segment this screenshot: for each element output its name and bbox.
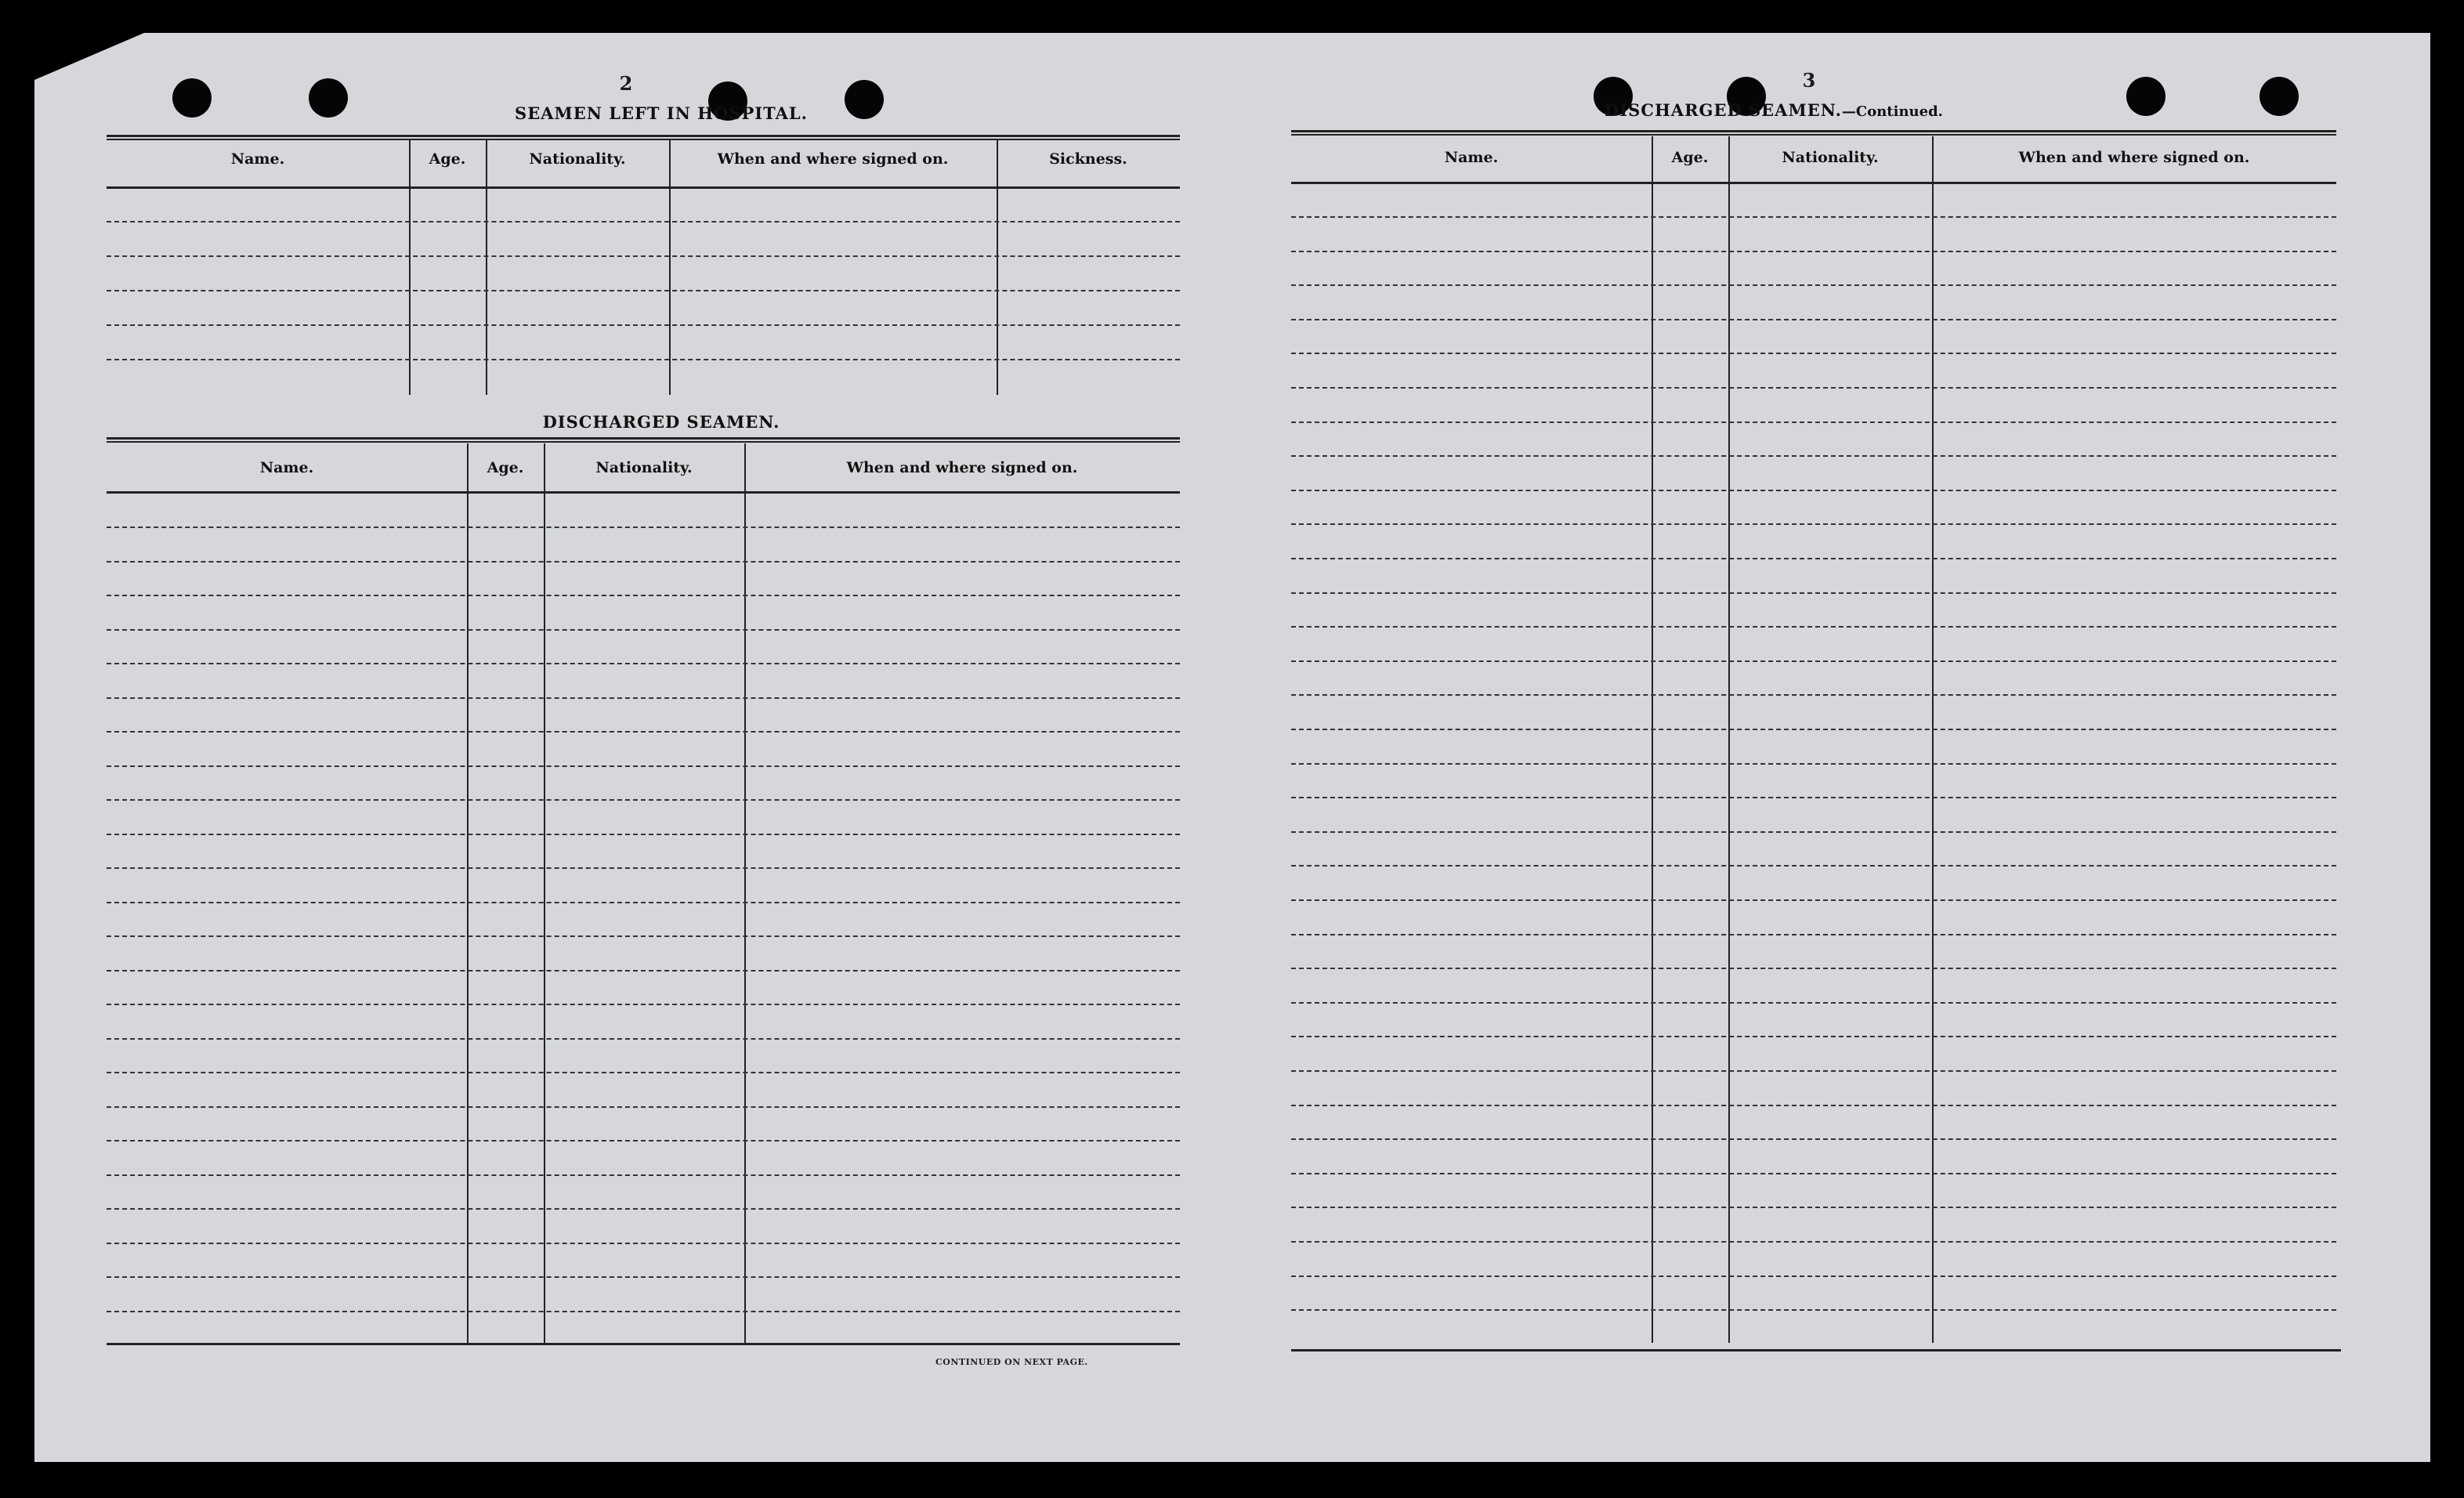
continued-row-line [1291,934,2336,935]
continued-row-line [1291,763,2336,765]
continued-row-line [1291,1173,2336,1174]
hospital-col-header: When and where signed on. [717,150,949,168]
punch-hole [2260,77,2299,116]
continued-row-line [1291,1070,2336,1072]
hospital-col-header: Name. [230,150,285,168]
hospital-col-divider [669,139,671,395]
discharged-col-header: Name. [259,459,314,476]
continued-row-line [1291,729,2336,730]
continued-row-line [1291,865,2336,867]
discharged-row-line [107,935,1180,937]
hospital-col-header: Age. [429,150,466,168]
continued-col-header: Name. [1444,149,1499,166]
continued-row-line [1291,1002,2336,1004]
hospital-subheader-rule [107,186,1180,189]
punch-hole [172,78,212,118]
discharged-row-line [107,1106,1180,1108]
continued-row-line [1291,490,2336,491]
hospital-header-rule [107,135,1180,140]
punch-hole [309,78,348,118]
hospital-section-title: SEAMEN LEFT IN HOSPITAL. [515,103,808,123]
continued-row-line [1291,284,2336,286]
hospital-col-divider [997,139,998,395]
page-number-left: 2 [619,72,633,95]
continued-row-line [1291,1105,2336,1106]
continued-row-line [1291,216,2336,218]
continued-row-line [1291,1207,2336,1208]
discharged-row-line [107,526,1180,528]
discharged-row-line [107,663,1180,664]
discharged-continued-title-suffix: —Continued. [1841,103,1943,120]
continued-row-line [1291,422,2336,423]
discharged-row-line [107,1208,1180,1210]
hospital-row-line [107,221,1180,223]
continued-row-line [1291,1309,2336,1311]
continued-row-line [1291,1036,2336,1037]
discharged-row-line [107,1140,1180,1142]
discharged-row-line [107,902,1180,903]
discharged-row-line [107,765,1180,767]
continued-col-divider [1652,136,1653,1343]
discharged-continued-title-main: DISCHARGED SEAMEN. [1605,100,1842,120]
hospital-row-line [107,359,1180,360]
continued-row-line [1291,1138,2336,1140]
continued-col-header: Age. [1671,149,1709,166]
continued-subheader-rule [1291,182,2336,184]
page-number-right: 3 [1802,69,1816,92]
discharged-row-line [107,561,1180,563]
discharged-row-line [107,1243,1180,1244]
continued-row-line [1291,1275,2336,1277]
continued-row-line [1291,968,2336,969]
hospital-col-divider [486,139,487,395]
hospital-col-header: Nationality. [529,150,626,168]
continued-col-header: When and where signed on. [2018,149,2250,166]
discharged-row-line [107,867,1180,869]
continued-row-line [1291,694,2336,696]
punch-hole [2126,77,2165,116]
continued-row-line [1291,660,2336,662]
discharged-section-title: DISCHARGED SEAMEN. [542,412,780,432]
continued-col-divider [1932,136,1934,1343]
continued-row-line [1291,455,2336,457]
continued-row-line [1291,831,2336,833]
continued-row-line [1291,797,2336,798]
discharged-row-line [107,731,1180,733]
continued-row-line [1291,592,2336,594]
hospital-row-line [107,290,1180,291]
discharged-col-header: When and where signed on. [846,459,1078,476]
discharged-row-line [107,1072,1180,1073]
discharged-row-line [107,697,1180,699]
hospital-col-header: Sickness. [1049,150,1127,168]
discharged-header-rule [107,437,1180,443]
hospital-col-divider [409,139,411,395]
discharged-row-line [107,1038,1180,1040]
discharged-row-line [107,799,1180,801]
ledger-sheet [34,33,2430,1462]
continued-bottom-rule [1291,1349,2341,1351]
continued-row-line [1291,558,2336,559]
discharged-row-line [107,1276,1180,1278]
discharged-subheader-rule [107,491,1180,494]
hospital-row-line [107,255,1180,257]
discharged-row-line [107,1004,1180,1005]
discharged-row-line [107,834,1180,835]
discharged-row-line [107,1174,1180,1176]
discharged-row-line [107,629,1180,631]
discharged-continued-title [1594,100,1954,120]
continued-row-line [1291,523,2336,525]
discharged-col-header: Nationality. [595,459,693,476]
hospital-row-line [107,324,1180,326]
discharged-row-line [107,595,1180,596]
continued-row-line [1291,1241,2336,1243]
continued-row-line [1291,387,2336,389]
discharged-row-line [107,1311,1180,1312]
continued-header-rule [1291,130,2336,136]
continued-row-line [1291,319,2336,320]
discharged-col-header: Age. [487,459,524,476]
continued-row-line [1291,251,2336,252]
continued-col-divider [1728,136,1730,1343]
discharged-bottom-rule [107,1343,1180,1345]
torn-corner [34,33,144,80]
continued-row-line [1291,353,2336,354]
continued-row-line [1291,626,2336,628]
continued-row-line [1291,899,2336,901]
continued-col-header: Nationality. [1782,149,1879,166]
discharged-row-line [107,970,1180,972]
continued-footer: CONTINUED ON NEXT PAGE. [935,1357,1088,1367]
